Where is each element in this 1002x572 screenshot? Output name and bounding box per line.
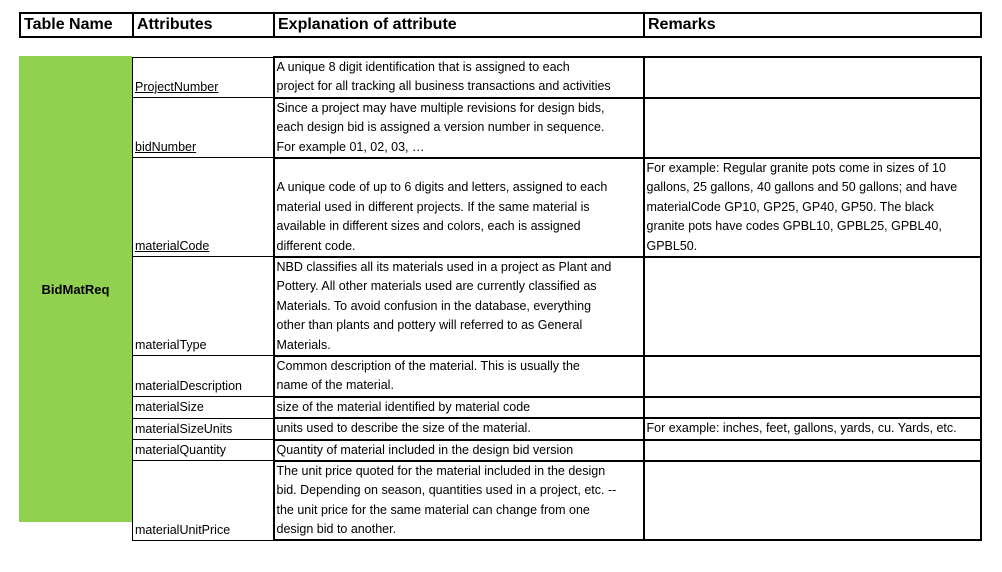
attribute-cell <box>133 57 274 98</box>
table-row <box>133 397 981 418</box>
table-row <box>133 257 981 356</box>
attribute-name: bidNumber <box>135 140 197 155</box>
explanation-line: name of the material. <box>276 378 394 393</box>
remarks-cell <box>644 98 981 158</box>
header-remarks: Remarks <box>644 13 981 37</box>
explanation-line: The unit price quoted for the material included in the design <box>276 463 606 478</box>
remarks-cell <box>644 440 981 461</box>
attribute-cell <box>133 397 274 418</box>
attribute-name: materialQuantity <box>135 443 227 457</box>
explanation-cell <box>274 397 644 418</box>
explanation-line: Materials. <box>276 337 331 352</box>
remarks-cell <box>644 257 981 356</box>
explanation-line: Since a project may have multiple revisions for design bids, <box>276 100 605 115</box>
explanation-line: units used to describe the size of the material. <box>276 421 531 436</box>
table-row <box>133 158 981 257</box>
explanation-line: available in different sizes and colors, each is assigned <box>276 219 581 234</box>
explanation-line: size of the material identified by material code <box>276 399 531 414</box>
remarks-cell <box>644 397 981 418</box>
attribute-name: materialType <box>135 338 207 353</box>
attribute-cell <box>133 440 274 461</box>
explanation-line <box>277 159 641 178</box>
remarks-cell <box>644 57 981 98</box>
attributes-table <box>132 56 982 541</box>
remarks-line: GPBL50. <box>646 238 698 253</box>
table-name-label: BidMatReq <box>41 281 110 297</box>
explanation-line: For example 01, 02, 03, … <box>276 139 425 154</box>
header-attributes: Attributes <box>133 13 274 37</box>
attribute-cell <box>133 356 274 397</box>
attribute-name: ProjectNumber <box>135 79 219 94</box>
explanation-line: A unique code of up to 6 digits and letters, assigned to each <box>276 180 608 195</box>
explanation-cell <box>274 57 644 98</box>
explanation-line: Materials. To avoid confusion in the database, everything <box>276 298 592 313</box>
explanation-line: Pottery. All other materials used are currently classified as <box>276 279 597 294</box>
attribute-name: materialUnitPrice <box>135 522 231 537</box>
explanation-line: other than plants and pottery will referred to as General <box>276 318 583 333</box>
explanation-cell <box>274 440 644 461</box>
attribute-cell <box>133 461 274 541</box>
remarks-cell <box>644 418 981 439</box>
table-row <box>133 57 981 98</box>
header-row <box>19 12 982 38</box>
explanation-cell <box>274 418 644 439</box>
explanation-line: project for all tracking all business transactions and activities <box>276 79 611 94</box>
explanation-line: design bid to another. <box>276 522 397 537</box>
table-name-cell <box>19 56 132 522</box>
explanation-line: bid. Depending on season, quantities used in a project, etc. -- <box>276 483 617 498</box>
explanation-cell <box>274 158 644 257</box>
attribute-name: materialDescription <box>135 378 242 393</box>
attribute-cell <box>133 257 274 356</box>
remarks-line: granite pots have codes GPBL10, GPBL25, GPBL40, <box>646 219 942 234</box>
remarks-line: For example: inches, feet, gallons, yards, cu. Yards, etc. <box>646 421 957 436</box>
attribute-name: materialSizeUnits <box>135 421 233 436</box>
header-table-name: Table Name <box>20 13 133 37</box>
explanation-line: A unique 8 digit identification that is assigned to each <box>276 60 570 74</box>
table-row <box>133 356 981 397</box>
table-row <box>133 461 981 541</box>
table-row <box>133 98 981 158</box>
table-row <box>133 440 981 461</box>
attribute-cell <box>133 418 274 439</box>
remarks-line: materialCode GP10, GP25, GP40, GP50. The black <box>646 199 934 214</box>
explanation-line: Common description of the material. This is usually the <box>276 358 580 373</box>
explanation-cell <box>274 461 644 541</box>
remarks-cell <box>644 158 981 257</box>
explanation-cell <box>274 356 644 397</box>
explanation-line: the unit price for the same material can change from one <box>276 502 590 517</box>
remarks-cell <box>644 461 981 541</box>
explanation-line: Quantity of material included in the design bid version <box>276 442 574 457</box>
remarks-line: For example: Regular granite pots come in sizes of 10 <box>646 160 946 175</box>
explanation-cell <box>274 257 644 356</box>
explanation-line: each design bid is assigned a version number in sequence. <box>276 120 605 135</box>
table-row <box>133 418 981 439</box>
explanation-line: different code. <box>276 238 356 253</box>
explanation-line: material used in different projects. If the same material is <box>276 199 590 214</box>
attribute-cell <box>133 98 274 158</box>
explanation-line: NBD classifies all its materials used in a project as Plant and <box>276 259 612 274</box>
remarks-cell <box>644 356 981 397</box>
attribute-cell <box>133 158 274 257</box>
explanation-cell <box>274 98 644 158</box>
remarks-line: gallons, 25 gallons, 40 gallons and 50 gallons; and have <box>646 180 958 195</box>
attribute-name: materialCode <box>135 239 210 254</box>
header-explanation: Explanation of attribute <box>274 13 644 37</box>
attribute-name: materialSize <box>135 400 204 415</box>
